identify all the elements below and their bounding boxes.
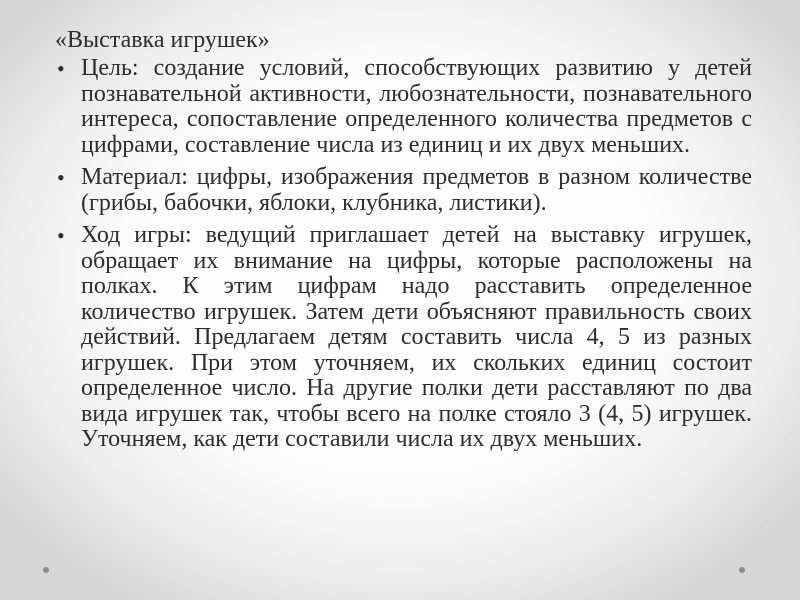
bullet-item-procedure <box>54 223 752 453</box>
bullet-text-goal: Цель: создание условий, способствующих развитию у детей познавательной активности, любознательности, познавательного интереса, сопоставление определенного количества предметов с цифрами, составление числа из единиц и их двух меньших. <box>81 55 752 158</box>
decorative-dot-left <box>43 567 49 573</box>
bullet-item-material <box>54 165 752 216</box>
bullet-icon: • <box>57 56 65 81</box>
bullet-item-goal <box>54 56 752 158</box>
bullet-icon: • <box>57 165 65 190</box>
bullet-text-procedure: Ход игры: ведущий приглашает детей на выставку игрушек, обращает их внимание на цифры, которые расположены на полках. К этим цифрам надо расставить определенное количество игрушек. Затем дети объясняют правильность своих действий. Предлагаем детям составить числа 4, 5 из разных игрушек. При этом уточняем, их скольких единиц состоит определенное число. На другие полки дети расставляют по два вида игрушек так, чтобы всего на полке стояло 3 (4, 5) игрушек. Уточняем, как дети составили числа их двух меньших. <box>81 222 752 452</box>
decorative-dot-right <box>739 567 745 573</box>
slide-content <box>54 27 752 460</box>
bullet-icon: • <box>57 223 65 248</box>
bullet-text-material: Материал: цифры, изображения предметов в разном количестве (грибы, бабочки, яблоки, клубника, листики). <box>81 164 752 216</box>
bullet-list <box>54 56 752 453</box>
slide-title: «Выставка игрушек» <box>55 27 270 53</box>
